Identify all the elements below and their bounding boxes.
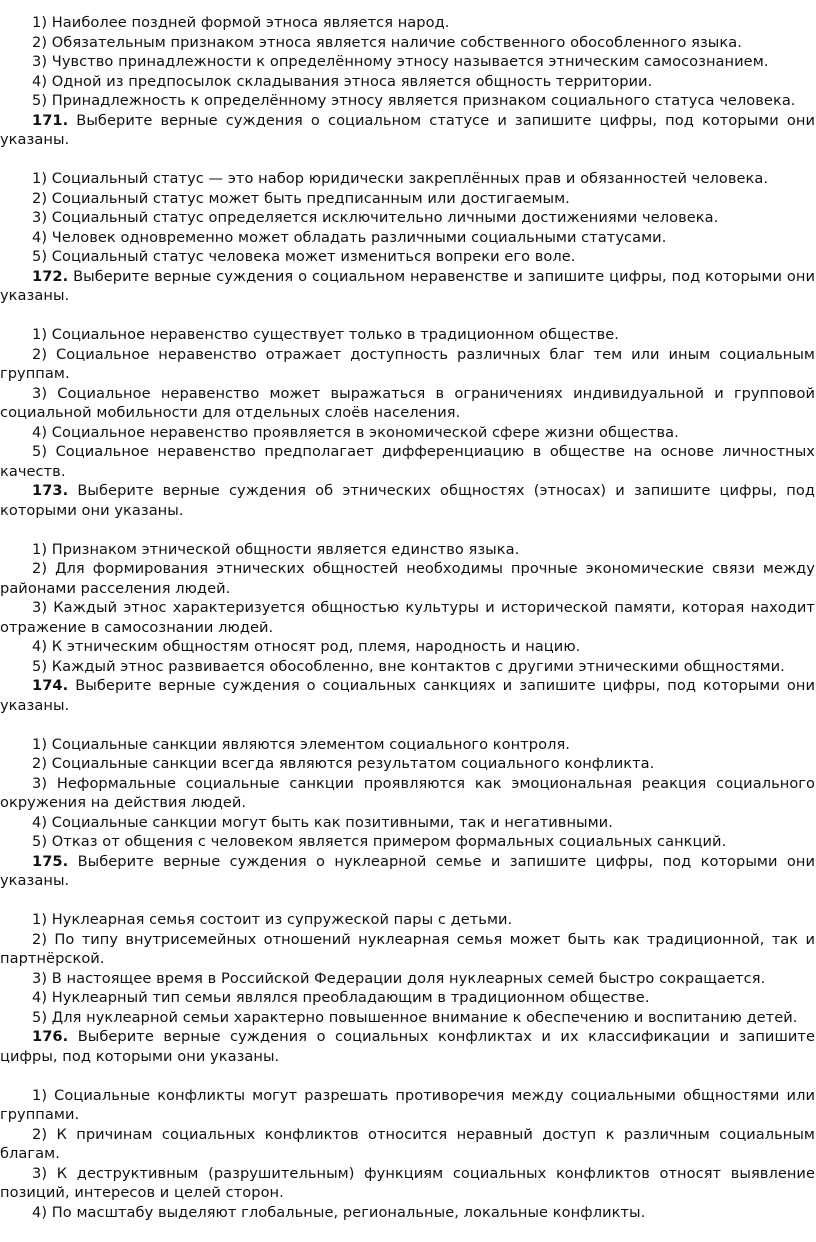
- question-number: 173.: [32, 482, 69, 499]
- list-item: 2) Социальный статус может быть предписанным или достигаемым.: [32, 189, 570, 207]
- list-item: 2) Социальное неравенство отражает доступность различных благ тем или иным социальным группам.: [0, 345, 815, 382]
- list-item: 3) Каждый этнос характеризуется общностью культуры и исторической памяти, которая находит отражение в самосознании людей.: [0, 599, 815, 636]
- intro-items: [0, 13, 815, 111]
- question-text: Выберите верные суждения о социальном неравенстве и запишите цифры, под которыми они указаны.: [0, 267, 815, 304]
- list-item: 1) Социальный статус — это набор юридически закреплённых прав и обязанностей человека.: [32, 170, 769, 187]
- list-item: 1) Нуклеарная семья состоит из супружеской пары с детьми.: [32, 911, 513, 928]
- list-item: 3) К деструктивным (разрушительным) функциям социальных конфликтов относят выявление позиций, интересов и целей сторон.: [0, 1164, 815, 1201]
- list-item: 5) Социальное неравенство предполагает дифференциацию в обществе на основе личностных качеств.: [0, 443, 815, 480]
- question-175: [0, 852, 815, 1028]
- list-item: 5) Каждый этнос развивается обособленно, вне контактов с другими этническими общностями.: [32, 657, 785, 675]
- question-prompt: [0, 1027, 815, 1066]
- question-prompt: [0, 481, 815, 520]
- question-number: 174.: [32, 677, 69, 694]
- question-text: Выберите верные суждения об этнических общностях (этносах) и запишите цифры, под которыми они указаны.: [0, 482, 815, 519]
- question-176: [0, 1027, 815, 1222]
- list-item: 4) Одной из предпосылок складывания этноса является общность территории.: [32, 72, 653, 90]
- list-item: 1) Наиболее поздней формой этноса является народ.: [32, 14, 450, 31]
- list-item: 5) Принадлежность к определённому этносу является признаком социального статуса человека.: [32, 92, 796, 109]
- list-item: 2) К причинам социальных конфликтов относится неравный доступ к различным социальным благам.: [0, 1125, 815, 1162]
- list-item: 4) Нуклеарный тип семьи являлся преобладающим в традиционном обществе.: [32, 989, 650, 1006]
- list-item: 2) Обязательным признаком этноса является наличие собственного обособленного языка.: [32, 33, 742, 51]
- question-text: Выберите верные суждения о нуклеарной семье и запишите цифры, под которыми они указаны.: [0, 852, 815, 889]
- list-item: 1) Социальное неравенство существует только в традиционном обществе.: [32, 326, 619, 343]
- question-number: 171.: [32, 111, 69, 129]
- question-171: [0, 111, 815, 267]
- list-item: 1) Социальные конфликты могут разрешать противоречия между социальными общностями или группами.: [0, 1086, 815, 1123]
- list-item: 3) Чувство принадлежности к определённому этносу называется этническим самосознанием.: [32, 53, 769, 70]
- question-prompt: [0, 676, 815, 715]
- list-item: 3) Неформальные социальные санкции проявляются как эмоциональная реакция социального окружения на действия людей.: [0, 774, 815, 811]
- list-item: 3) Социальный статус определяется исключительно личными достижениями человека.: [32, 209, 719, 226]
- question-174: [0, 676, 815, 852]
- question-172: [0, 267, 815, 482]
- question-prompt: [0, 111, 815, 150]
- list-item: 1) Признаком этнической общности является единство языка.: [32, 540, 520, 558]
- list-item: 3) Социальное неравенство может выражаться в ограничениях индивидуальной и групповой социальной мобильности для отдельных слоёв населения.: [0, 384, 815, 421]
- question-text: Выберите верные суждения о социальных санкциях и запишите цифры, под которыми они указаны.: [0, 677, 815, 714]
- question-number: 175.: [32, 852, 69, 870]
- question-prompt: [0, 267, 815, 306]
- question-text: Выберите верные суждения о социальном статусе и запишите цифры, под которыми они указаны.: [0, 111, 815, 148]
- question-text: Выберите верные суждения о социальных конфликтах и их классификации и запишите цифры, под которыми они указаны.: [0, 1028, 815, 1065]
- list-item: 2) По типу внутрисемейных отношений нуклеарная семья может быть как традиционной, так и партнёрской.: [0, 930, 815, 967]
- question-number: 176.: [32, 1028, 69, 1045]
- list-item: 5) Социальный статус человека может измениться вопреки его воле.: [32, 248, 576, 265]
- list-item: 2) Социальные санкции всегда являются результатом социального конфликта.: [32, 755, 655, 772]
- list-item: 4) К этническим общностям относят род, племя, народность и нацию.: [32, 638, 581, 655]
- list-item: 2) Для формирования этнических общностей необходимы прочные экономические связи между районами расселения людей.: [0, 560, 815, 597]
- list-item: 4) По масштабу выделяют глобальные, региональные, локальные конфликты.: [32, 1203, 646, 1221]
- list-item: 4) Социальные санкции могут быть как позитивными, так и негативными.: [32, 813, 613, 831]
- list-item: 1) Социальные санкции являются элементом социального контроля.: [32, 735, 570, 753]
- list-item: 5) Отказ от общения с человеком является примером формальных социальных санкций.: [32, 833, 727, 850]
- question-173: [0, 481, 815, 676]
- question-number: 172.: [32, 267, 69, 285]
- list-item: 4) Социальное неравенство проявляется в экономической сфере жизни общества.: [32, 423, 679, 441]
- list-item: 4) Человек одновременно может обладать различными социальными статусами.: [32, 228, 667, 246]
- list-item: 5) Для нуклеарной семьи характерно повышенное внимание к обеспечению и воспитанию детей.: [32, 1008, 798, 1026]
- list-item: 3) В настоящее время в Российской Федерации доля нуклеарных семей быстро сокращается.: [32, 969, 766, 987]
- question-prompt: [0, 852, 815, 891]
